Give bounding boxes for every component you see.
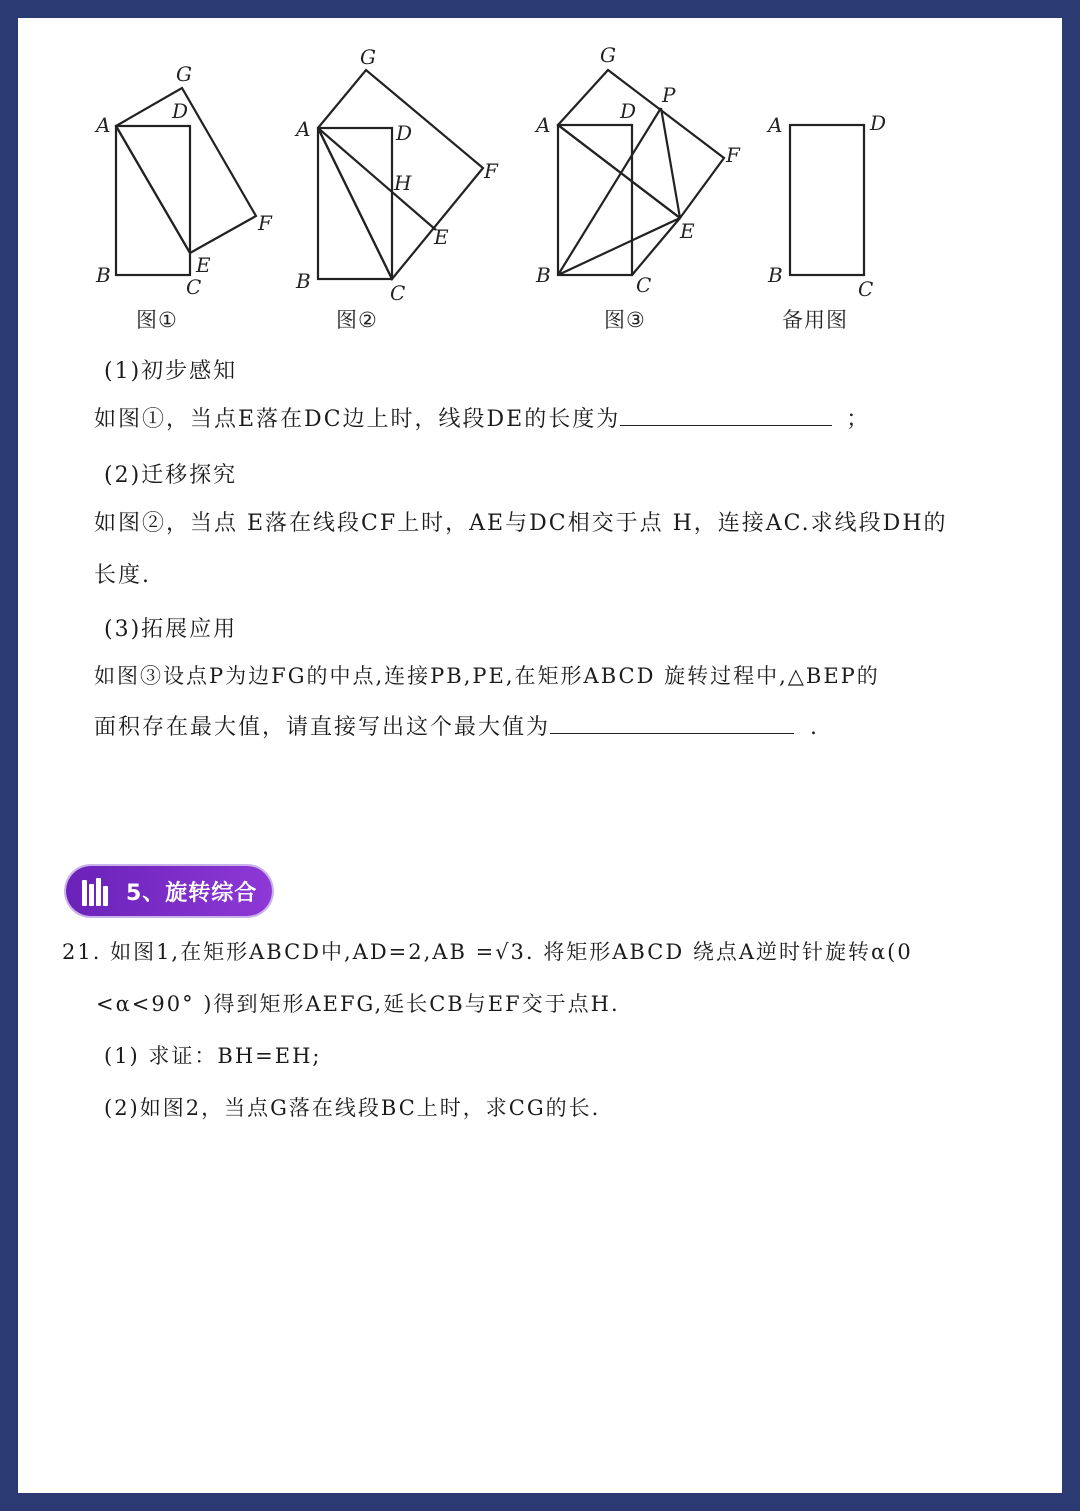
label-A: A [768, 113, 783, 137]
problem21-line2: <α<90° )得到矩形AEFG,延长CB与EF交于点H. [96, 992, 620, 1016]
label-E: E [434, 225, 449, 249]
section-badge [66, 866, 272, 916]
label-G: G [176, 62, 192, 86]
label-F: F [258, 211, 272, 235]
label-F: F [726, 143, 740, 167]
figure-2 [288, 45, 508, 332]
part3-end: . [810, 715, 820, 740]
label-A: A [536, 113, 551, 137]
figure-spare-caption: 备用图 [782, 308, 848, 332]
part3-question-line2-row [94, 710, 819, 741]
part2-heading: (2)迁移探究 [104, 463, 238, 488]
label-B: B [536, 263, 551, 287]
label-D: D [870, 111, 887, 135]
figure-1 [88, 48, 288, 332]
label-D: D [620, 99, 637, 123]
figure-spare [758, 48, 918, 332]
label-A: A [96, 113, 111, 137]
part1-question: 如图①，当点E落在DC边上时，线段DE的长度为 [94, 407, 621, 432]
figure-spare-diagram [758, 48, 918, 318]
label-F: F [484, 159, 498, 183]
section-badge-label: 5、旋转综合 [126, 880, 258, 906]
label-B: B [768, 263, 783, 287]
figure-1-caption: 图① [136, 308, 178, 332]
label-E: E [196, 253, 211, 277]
problem21-sub2: (2)如图2，当点G落在线段BC上时，求CG的长. [104, 1096, 601, 1120]
figure-2-caption: 图② [336, 308, 378, 332]
label-D: D [396, 121, 413, 145]
label-C: C [390, 281, 406, 305]
worksheet-page [18, 18, 1062, 1493]
label-C: C [636, 273, 652, 297]
label-A: A [296, 117, 311, 141]
part1-end: ； [846, 407, 871, 432]
label-G: G [360, 45, 376, 69]
figure-3-caption: 图③ [604, 308, 646, 332]
answer-blank-2[interactable] [550, 732, 794, 734]
label-D: D [172, 99, 189, 123]
label-B: B [296, 269, 311, 293]
answer-blank-1[interactable] [620, 424, 832, 426]
part1-heading: (1)初步感知 [104, 359, 238, 384]
figure-1-diagram [88, 48, 288, 318]
label-E: E [680, 219, 695, 243]
part1-question-line [94, 402, 870, 433]
figure-3 [528, 43, 768, 332]
label-C: C [186, 275, 202, 299]
figure-2-diagram [288, 45, 508, 318]
bookshelf-icon [82, 876, 112, 906]
problem21-line1: 21. 如图1,在矩形ABCD中,AD=2,AB =√3. 将矩形ABCD 绕点A逆时针旋转α(0 [62, 940, 913, 964]
part2-question-line2: 长度. [94, 563, 151, 588]
problem21-sub1: (1) 求证：BH=EH; [104, 1044, 322, 1068]
part2-question-line1: 如图②，当点 E落在线段CF上时，AE与DC相交于点 H，连接AC.求线段DH的 [94, 511, 948, 536]
label-H: H [394, 171, 412, 195]
part3-heading: (3)拓展应用 [104, 617, 238, 642]
label-C: C [858, 277, 874, 301]
label-P: P [662, 83, 676, 107]
label-G: G [600, 43, 616, 67]
part3-question-line2: 面积存在最大值，请直接写出这个最大值为 [94, 715, 551, 740]
label-B: B [96, 263, 111, 287]
figure-3-diagram [528, 43, 768, 318]
part3-question-line1: 如图③设点P为边FG的中点,连接PB,PE,在矩形ABCD 旋转过程中,△BEP的 [94, 664, 880, 688]
